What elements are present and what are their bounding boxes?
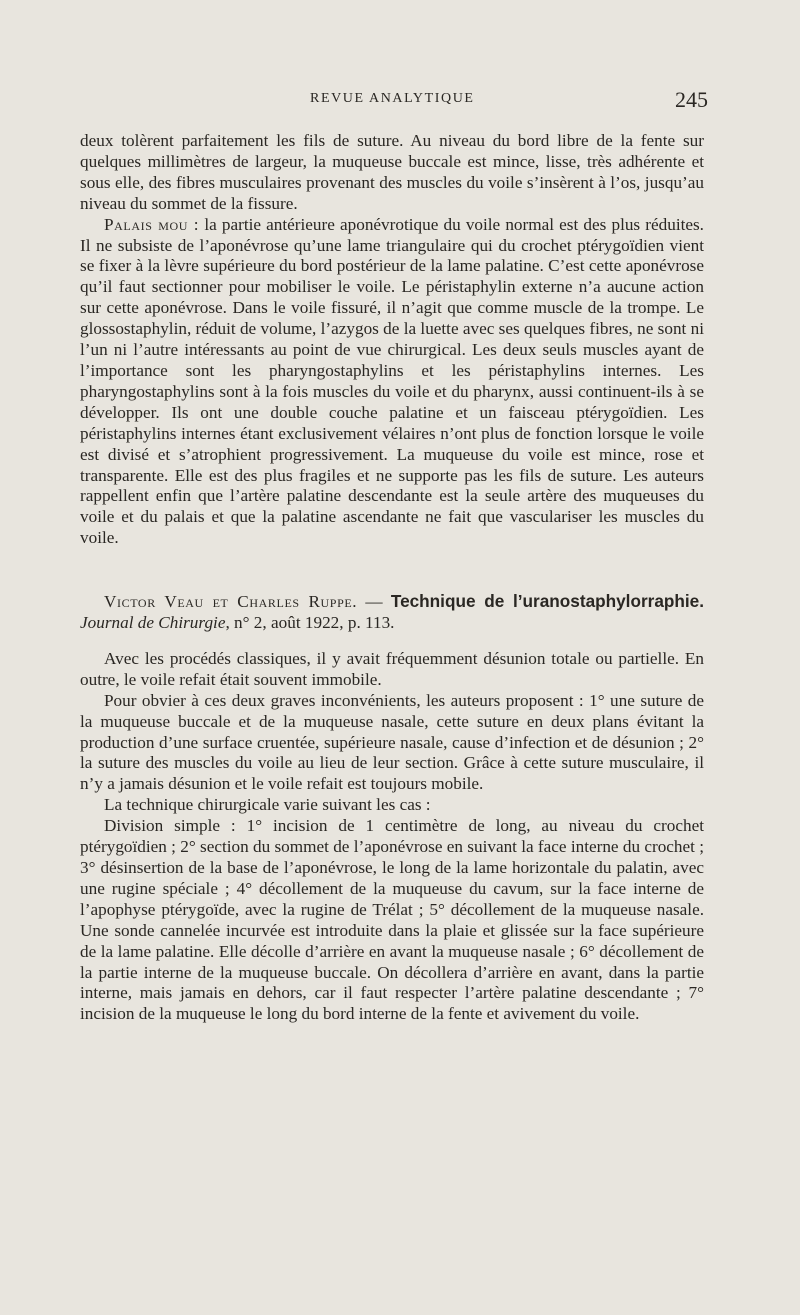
- paragraph-division-simple: Division simple : 1° incision de 1 centimètre de long, au niveau du crochet ptérygoïdien ; 2° section du sommet de l’aponévrose en suivant la face interne du crochet ; 3° désinsertion de la base de l’aponévrose, le long de la lame horizontale du palatin, avec une rugine spéciale ; 4° décollement de la muqueuse du cavum, sur la face interne de l’apophyse ptérygoïde, avec la rugine de Trélat ; 5° décollement de la muqueuse nasale. Une sonde cannelée incurvée est introduite dans la plaie et glissée sur la face supérieure de la lame palatine. Elle décolle d’arrière en avant la muqueuse nasale ; 6° décollement de la partie interne de la muqueuse buccale. On décollera d’arrière en avant, dans la partie interne, mais jamais en dehors, car il faut respecter l’artère palatine descendante ; 7° incision de la muqueuse le long du bord interne de la fente et avivement du voile.: [80, 816, 704, 1024]
- citation-details: , n° 2, août 1922, p. 113.: [225, 613, 395, 633]
- paragraph-intro: Avec les procédés classiques, il y avait fréquemment désunion totale ou partielle. En outre, le voile refait était souvent immobile.: [80, 648, 704, 689]
- citation-dash: —: [357, 592, 391, 612]
- section-gap: [80, 549, 704, 591]
- paragraph-proposals: Pour obvier à ces deux graves inconvénients, les auteurs proposent : 1° une suture de la muqueuse buccale et de la muqueuse nasale, cette suture en deux plans évitant la production d’une surface cruentée, supérieure nasale, cause d’infection et de désunion ; 2° la suture des muscles du voile au lieu de leur section. Grâce à cette suture musculaire, il n’y a jamais désunion et le voile refait est toujours mobile.: [80, 690, 704, 794]
- citation-authors: Victor Veau et Charles Ruppe.: [104, 592, 358, 612]
- citation-title: Technique de l’uranostaphylorraphie.: [390, 591, 704, 612]
- paragraph-continuation: deux tolèrent parfaitement les fils de suture. Au niveau du bord libre de la fente sur quelques millimètres de largeur, la muqueuse buccale est mince, lisse, très adhérente et sous elle, des fibres musculaires provenant des muscles du voile s’insèrent à l’os, jusqu’au niveau du sommet de la fissure.: [80, 131, 704, 213]
- page-body: [80, 131, 704, 1025]
- palais-mou-lead: Palais mou :: [104, 214, 200, 234]
- page-number: 245: [675, 87, 708, 112]
- article-citation: [80, 591, 704, 634]
- palais-mou-text: la partie antérieure aponévrotique du voile normal est des plus réduites. Il ne subsiste de l’aponévrose qu’une lame triangulaire qui du crochet ptérygoïdien vient se fixer à la lèvre supérieure du bord postérieur de la lame palatine. C’est cette aponévrose qu’il faut sectionner pour mobiliser le voile. Le péristaphylin externe n’a aucune action sur cette aponévrose. Dans le voile fissuré, il n’agit que comme muscle de la trompe. Le glossostaphylin, réduit de volume, l’azygos de la luette avec ses quelques fibres, ne sont ni l’un ni l’autre intéressants au point de vue chirurgical. Les deux seuls muscles ayant de l’importance sont les pharyngostaphylins et les péristaphylins internes. Les pharyngostaphylins sont à la fois muscles du voile et du pharynx, aussi continuent-ils à se développer. Ils ont une double couche palatine et un faisceau ptérygoïdien. Les péristaphylins internes étant exclusivement vélaires n’ont plus de fonction lorsque le voile est divisé et s’atrophient progressivement. La muqueuse du voile est mince, rose et transparente. Elle est des plus fragiles et ne supporte pas les fils de suture. Les auteurs rappellent enfin que l’artère palatine descendante est la seule artère des muqueuses du voile et du palais et que la palatine ascendante ne fait que vasculariser les muscles du voile.: [80, 214, 704, 548]
- paragraph-palais-mou: [80, 215, 704, 550]
- running-head: REVUE ANALYTIQUE: [310, 91, 475, 106]
- citation-journal: Journal de Chirurgie: [80, 613, 226, 633]
- page-header: [0, 89, 800, 113]
- citation-gap: [80, 634, 704, 649]
- paragraph-technique: La technique chirurgicale varie suivant les cas :: [104, 795, 431, 815]
